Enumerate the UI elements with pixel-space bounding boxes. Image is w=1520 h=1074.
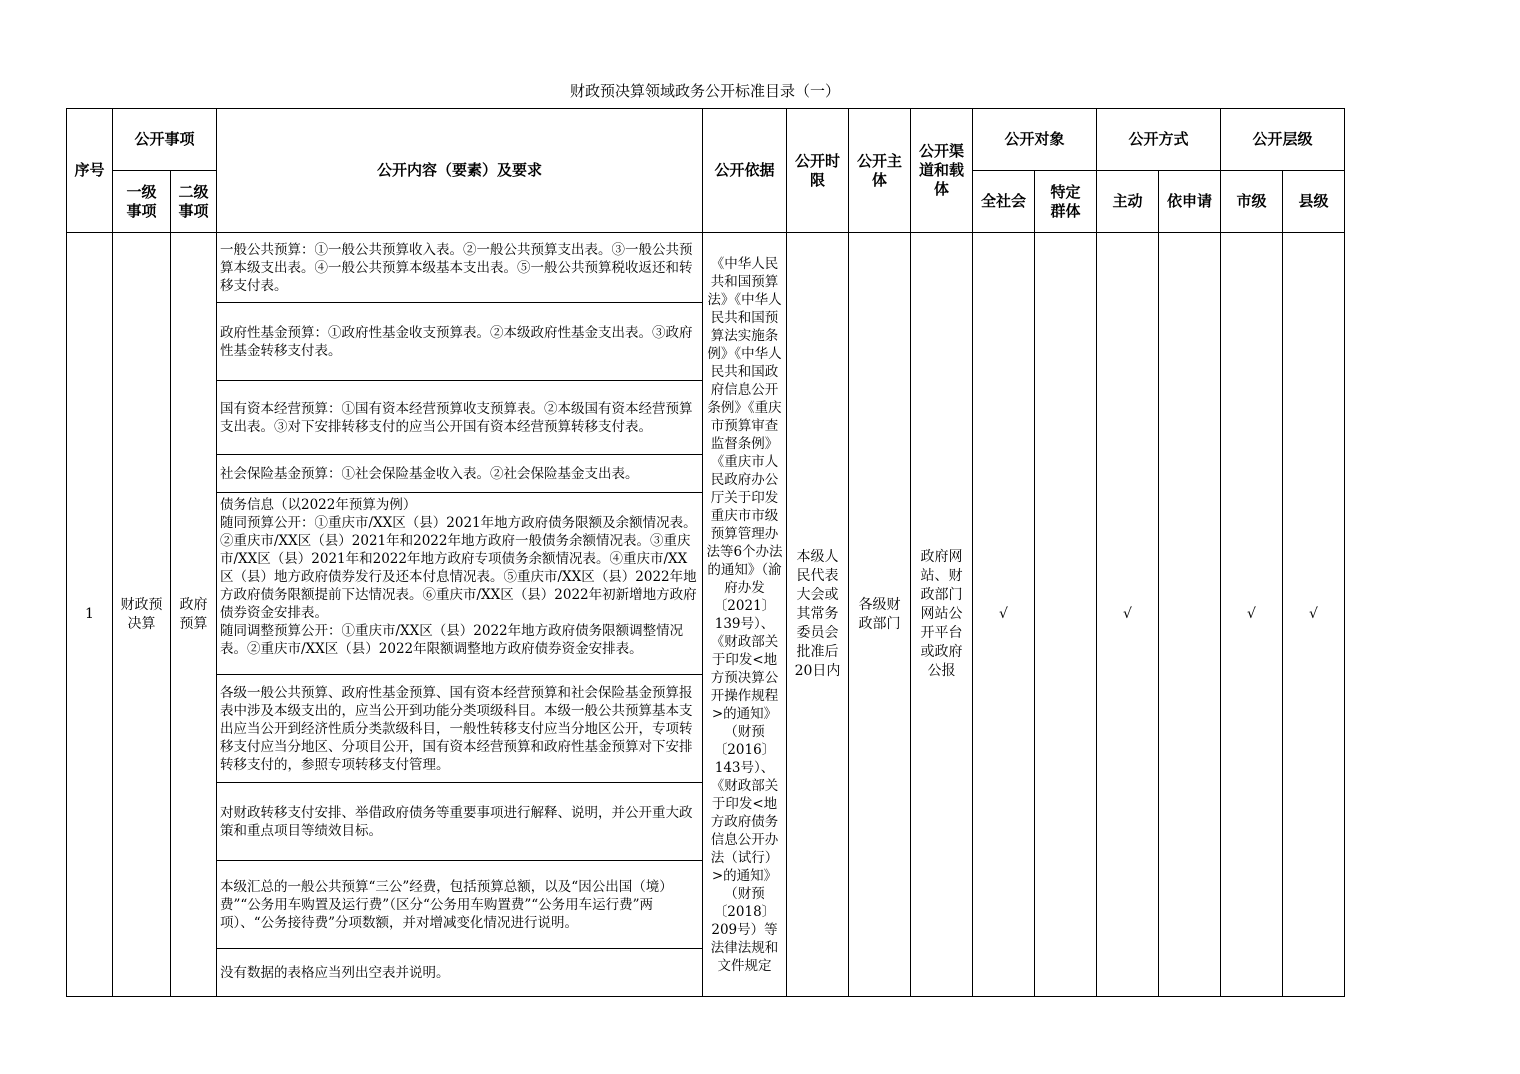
catalog-table (66, 108, 1345, 997)
row-level-county: √ (1283, 233, 1345, 997)
row-method-request (1159, 233, 1221, 997)
content-item: 对财政转移支付安排、举借政府债务等重要事项进行解释、说明，并公开重大政策和重点项目等绩效目标。 (217, 783, 702, 861)
header-level-city: 市级 (1221, 171, 1283, 233)
row-subject: 各级财政部门 (849, 233, 911, 997)
header-content: 公开内容（要素）及要求 (217, 109, 703, 233)
row-time-limit: 本级人民代表大会或其常务委员会批准后20日内 (787, 233, 849, 997)
row-level-city: √ (1221, 233, 1283, 997)
header-level-county: 县级 (1283, 171, 1345, 233)
header-target-group: 公开对象 (973, 109, 1097, 171)
row-method-active: √ (1097, 233, 1159, 997)
header-basis: 公开依据 (703, 109, 787, 233)
row-target-all: √ (973, 233, 1035, 997)
row-level1: 财政预决算 (113, 233, 171, 997)
content-item: 各级一般公共预算、政府性基金预算、国有资本经营预算和社会保险基金预算报表中涉及本级支出的，应当公开到功能分类项级科目。本级一般公共预算基本支出应当公开到经济性质分类款级科目，一般性转移支付应当分地区公开，专项转移支付应当分地区、分项目公开，国有资本经营预算和政府性基金预算对下安排转移支付的，参照专项转移支付管理。 (217, 675, 702, 783)
header-seq: 序号 (67, 109, 113, 233)
header-level2: 二级事项 (171, 171, 217, 233)
header-method-request: 依申请 (1159, 171, 1221, 233)
header-channel: 公开渠道和载体 (911, 109, 973, 233)
row-content (217, 233, 703, 997)
header-method-active: 主动 (1097, 171, 1159, 233)
header-target-specific: 特定群体 (1035, 171, 1097, 233)
row-seq: 1 (67, 233, 113, 997)
row-channel: 政府网站、财政部门网站公开平台或政府公报 (911, 233, 973, 997)
content-item: 国有资本经营预算：①国有资本经营预算收支预算表。②本级国有资本经营预算支出表。③对下安排转移支付的应当公开国有资本经营预算转移支付表。 (217, 381, 702, 455)
header-method-group: 公开方式 (1097, 109, 1221, 171)
header-item-group: 公开事项 (113, 109, 217, 171)
content-item: 本级汇总的一般公共预算“三公”经费，包括预算总额，以及“因公出国（境）费”“公务用车购置及运行费”（区分“公务用车购置费”“公务用车运行费”两项）、“公务接待费”分项数额，并对增减变化情况进行说明。 (217, 861, 702, 949)
content-item: 一般公共预算：①一般公共预算收入表。②一般公共预算支出表。③一般公共预算本级支出表。④一般公共预算本级基本支出表。⑤一般公共预算税收返还和转移支付表。 (217, 233, 702, 303)
header-level1: 一级事项 (113, 171, 171, 233)
row-target-specific (1035, 233, 1097, 997)
header-subject: 公开主体 (849, 109, 911, 233)
header-level-group: 公开层级 (1221, 109, 1345, 171)
row-basis: 《中华人民共和国预算法》《中华人民共和国预算法实施条例》《中华人民共和国政府信息公开条例》《重庆市预算审查监督条例》《重庆市人民政府办公厅关于印发重庆市市级预算管理办法等6个办法的通知》（渝府办发〔2021〕139号）、《财政部关于印发<地方预决算公开操作规程>的通知》（财预〔2016〕143号）、《财政部关于印发<地方政府债务信息公开办法（试行）>的通知》（财预〔2018〕209号）等法律法规和文件规定 (703, 233, 787, 997)
content-item: 债务信息（以2022年预算为例） 随同预算公开：①重庆市/XX区（县）2021年地方政府债务限额及余额情况表。②重庆市/XX区（县）2021年和2022年地方政府一般债务余额情况表。③重庆市/XX区（县）2021年和2022年地方政府专项债务余额情况表。④重庆市/XX区（县）地方政府债券发行及还本付息情况表。⑤重庆市/XX区（县）2022年地方政府债务限额提前下达情况表。⑥重庆市/XX区（县）2022年初新增地方政府债券资金安排表。 随同调整预算公开：①重庆市/XX区（县）2022年地方政府债务限额调整情况表。②重庆市/XX区（县）2022年限额调整地方政府债券资金安排表。 (217, 493, 702, 675)
page-title: 财政预决算领域政务公开标准目录（一） (569, 82, 840, 100)
row-level2: 政府预算 (171, 233, 217, 997)
content-item: 政府性基金预算：①政府性基金收支预算表。②本级政府性基金支出表。③政府性基金转移支付表。 (217, 303, 702, 381)
header-target-all: 全社会 (973, 171, 1035, 233)
content-item: 社会保险基金预算：①社会保险基金收入表。②社会保险基金支出表。 (217, 455, 702, 493)
content-item: 没有数据的表格应当列出空表并说明。 (220, 964, 450, 981)
header-time-limit: 公开时限 (787, 109, 849, 233)
